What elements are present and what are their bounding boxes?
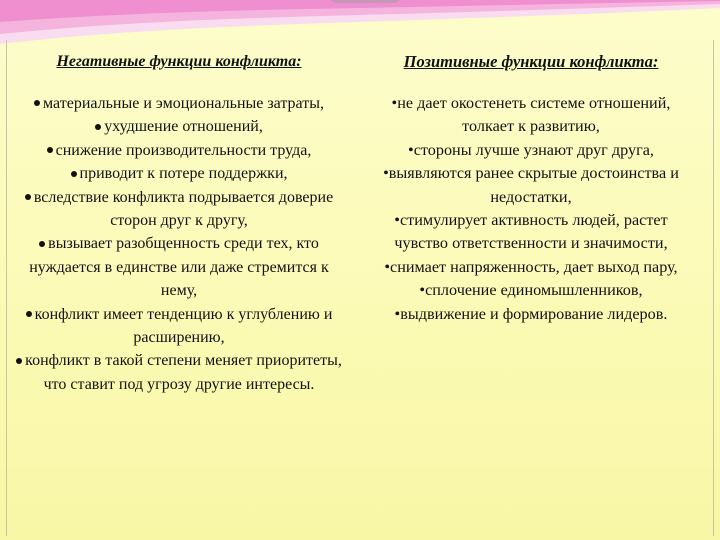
list-item: •сплочение единомышленников, xyxy=(419,281,643,300)
bullet-icon xyxy=(25,194,31,200)
list-item: •не дает окостенеть системе отношений, толкает к развитию, xyxy=(391,94,671,136)
negative-functions-column xyxy=(10,52,348,396)
list-item: •стимулирует активность людей, растет чувство ответственности и значимости, xyxy=(394,211,668,253)
negative-list xyxy=(10,92,348,396)
list-item: ухудшение отношений, xyxy=(10,115,348,138)
list-item: •снимает напряженность, дает выход пару, xyxy=(384,257,678,276)
bullet-icon xyxy=(16,358,22,364)
bullet-icon xyxy=(71,171,77,177)
positive-functions-column xyxy=(366,52,696,326)
list-item: конфликт имеет тенденцию к углублению и расширению, xyxy=(10,303,348,350)
negative-heading: Негативные функции конфликта: xyxy=(56,53,302,70)
positive-heading: Позитивные функции конфликта: xyxy=(403,52,659,71)
list-item: снижение производительности труда, xyxy=(10,139,348,162)
bullet-icon xyxy=(47,147,53,153)
list-item: •выдвижение и формирование лидеров. xyxy=(394,304,668,323)
list-item: вследствие конфликта подрывается доверие сторон друг к другу, xyxy=(10,186,348,233)
list-item: вызывает разобщенность среди тех, кто нуждается в единстве или даже стремится к нему, xyxy=(29,235,329,300)
list-item: •выявляются ранее скрытые достоинства и недостатки, xyxy=(383,164,679,206)
bullet-icon xyxy=(39,241,45,247)
list-item: приводит к потере поддержки, xyxy=(10,162,348,185)
list-item: конфликт в такой степени меняет приоритеты, что ставит под угрозу другие интересы. xyxy=(10,349,348,396)
bullet-icon xyxy=(34,100,40,106)
bullet-icon xyxy=(95,124,101,130)
list-item: •стороны лучше узнают друг друга, xyxy=(408,140,654,159)
bullet-icon xyxy=(26,311,32,317)
positive-list xyxy=(366,92,696,326)
list-item: материальные и эмоциональные затраты, xyxy=(10,92,348,115)
